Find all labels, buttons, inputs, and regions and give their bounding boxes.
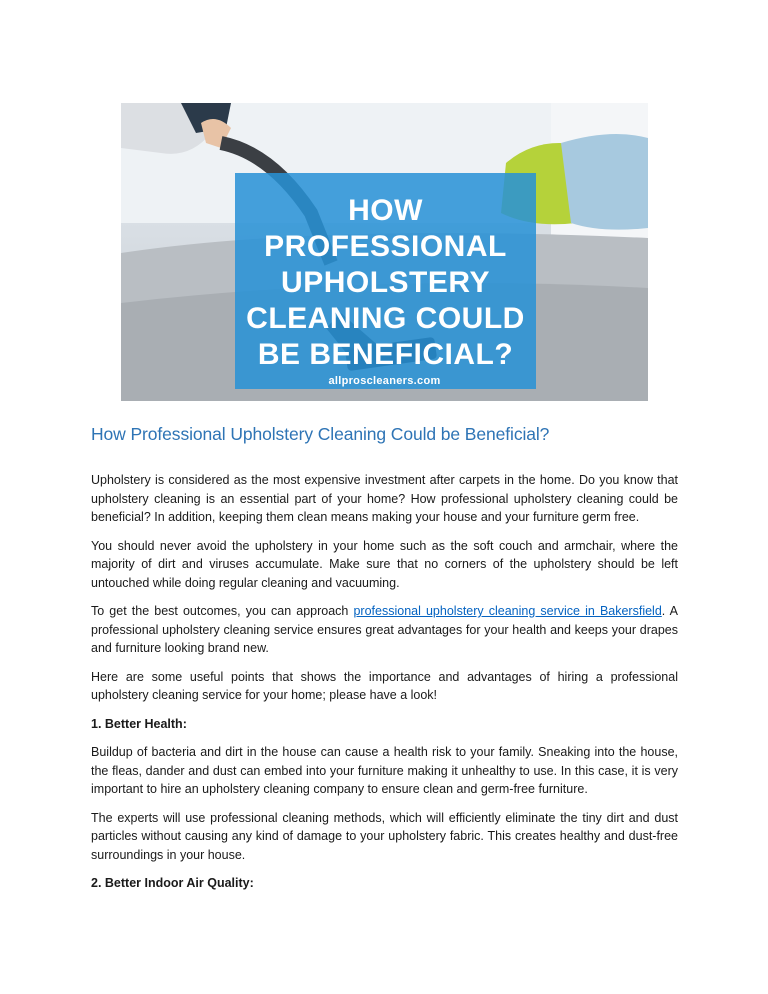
paragraph-health-risk: Buildup of bacteria and dirt in the house can cause a health risk to your family. Sneaking into the house, the fleas, dander and dust can embed into your furniture making it unhealthy to use. In this case, it is very important to hire an upholstery cleaning company to ensure clean and germ-free furniture. bbox=[91, 745, 678, 796]
paragraph-text-after-link: . A professional upholstery cleaning service ensures great advantages for your health and keeps your drapes and furniture looking brand new. bbox=[91, 604, 679, 655]
service-link[interactable]: professional upholstery cleaning service in Bakersfield bbox=[353, 604, 662, 618]
page-title: How Professional Upholstery Cleaning Could be Beneficial? bbox=[91, 424, 550, 444]
subheading-air-quality: 2. Better Indoor Air Quality: bbox=[91, 876, 254, 890]
hero-image bbox=[121, 103, 648, 401]
paragraph-intro: Upholstery is considered as the most expensive investment after carpets in the home. Do you know that upholstery cleaning is an essential part of your home? How professional upholstery cleaning could be beneficial? In addition, keeping them clean means making your house and your furniture germ free. bbox=[91, 473, 678, 524]
document-body bbox=[91, 422, 678, 893]
paragraph-experts: The experts will use professional cleaning methods, which will efficiently eliminate the tiny dirt and dust particles without causing any kind of damage to your upholstery fabric. This creates healthy and dust-free surroundings in your house. bbox=[91, 810, 678, 862]
hero-title: HOW PROFESSIONAL UPHOLSTERY CLEANING COULD BE BENEFICIAL? bbox=[246, 194, 525, 371]
subheading-better-health: 1. Better Health: bbox=[91, 716, 187, 731]
paragraph-useful-points: Here are some useful points that shows the importance and advantages of hiring a professional upholstery cleaning service for your home; please have a look! bbox=[91, 669, 678, 702]
hero-banner bbox=[235, 173, 536, 389]
paragraph-text-before-link: To get the best outcomes, you can approach bbox=[91, 604, 354, 618]
paragraph-best-outcomes bbox=[91, 602, 678, 658]
paragraph-never-avoid: You should never avoid the upholstery in your home such as the soft couch and armchair, where the majority of dirt and viruses accumulate. Make sure that no corners of the upholstery should be left untouched while doing regular cleaning and vacuuming. bbox=[91, 538, 678, 590]
hero-site-watermark: allproscleaners.com bbox=[328, 375, 441, 387]
